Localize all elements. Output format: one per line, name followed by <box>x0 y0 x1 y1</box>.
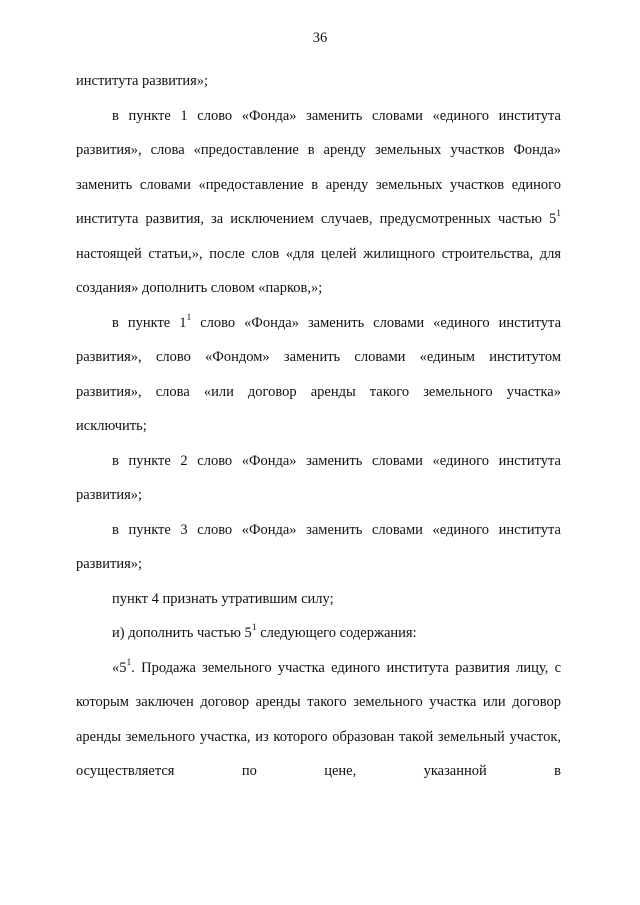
document-body <box>76 64 561 789</box>
paragraph-item-3: в пункте 3 слово «Фонда» заменить словами «единого института развития»; <box>76 521 561 572</box>
paragraph-item-4: пункт 4 признать утратившим силу; <box>112 590 334 607</box>
superscript: 1 <box>126 657 132 668</box>
paragraph-item-i: и) дополнить частью $5^1$ следующего содержания: <box>112 623 417 641</box>
paragraph-part-5-1: «$5^1$. Продажа земельного участка единого института развития лицу, с которым заключен договор аренды такого земельного участка или договор аренды земельного участка, из которого образован такой земельный участок, осуществляется по цене, указанной в <box>76 657 562 779</box>
superscript: 1 <box>251 623 257 633</box>
paragraph-continuation: института развития»; <box>76 73 209 89</box>
paragraph-item-1-1: в пункте $1^1$ слово «Фонда» заменить словами «единого института развития», слово «Фондом» заменить словами «единым институтом развития», слова «или договор аренды такого земельного участка» исключить; <box>76 312 562 434</box>
superscript: 1 <box>186 312 192 323</box>
superscript: 1 <box>556 209 561 219</box>
paragraph-item-2: в пункте 2 слово «Фонда» заменить словами «единого института развития»; <box>76 452 561 503</box>
paragraph-item-1: в пункте 1 слово «Фонда» заменить словами «единого института развития», слова «предоставление в аренду земельных участков Фонда» заменить словами «предоставление в аренду земельных участков единого института развития, за исключением случаев, предусмотренных частью $5^1$ настоящей статьи,», после слов «для целей жилищного строительства, для создания» дополнить словом «парков,»; <box>76 107 561 296</box>
page-number: 36 <box>312 30 328 46</box>
